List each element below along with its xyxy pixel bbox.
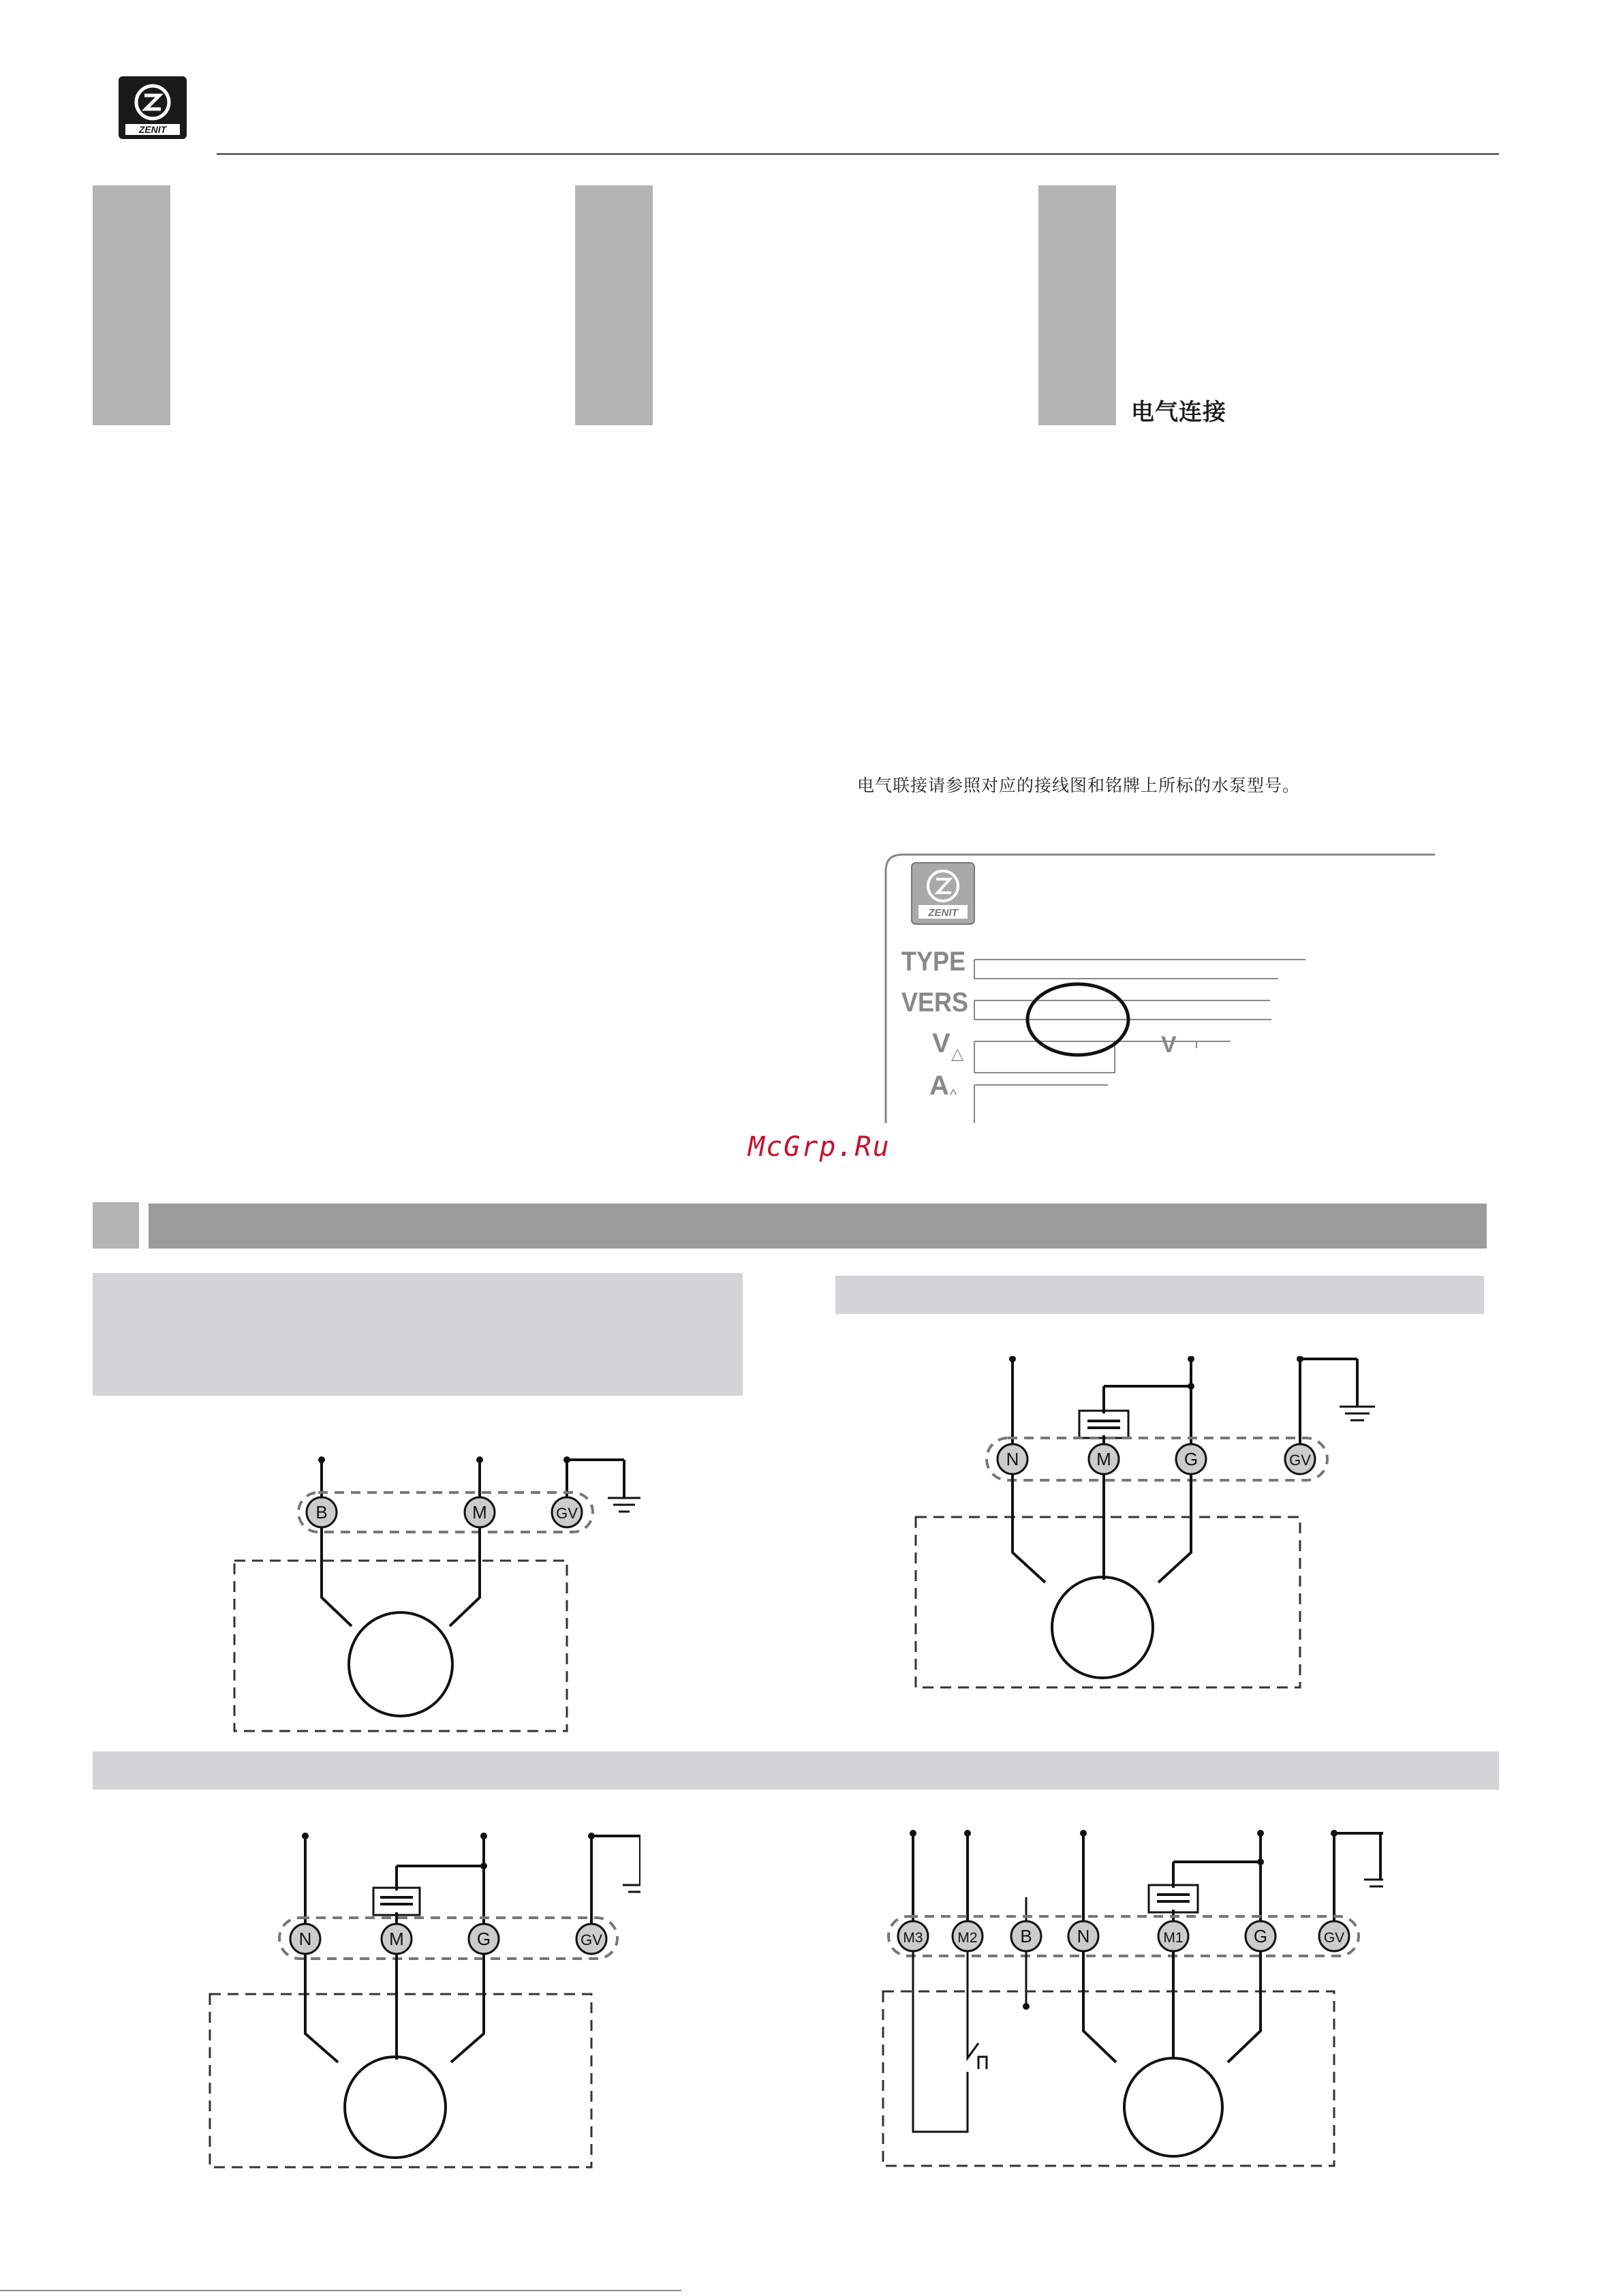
header-rule xyxy=(217,153,1499,155)
type-label: TYPE xyxy=(901,947,966,977)
instruction-text: 电气联接请参照对应的接线图和铭牌上所标的水泵型号。 xyxy=(857,776,1301,795)
terminal-n: N xyxy=(298,1929,312,1949)
terminal-g: G xyxy=(1184,1449,1199,1469)
terminal-m: M xyxy=(472,1502,487,1522)
section-title: 电气连接 xyxy=(1131,399,1226,426)
zenit-logo xyxy=(117,75,188,140)
wiring-diagram-capacitor-three-terminal xyxy=(204,1826,640,2181)
terminal-gv: GV xyxy=(556,1505,578,1522)
watermark: McGrp.Ru xyxy=(748,1131,891,1163)
wiring-diagram-capacitor-single-phase xyxy=(899,1356,1390,1711)
wiring-diagram-float-switch-capacitor xyxy=(879,1826,1383,2181)
a-triangle: ^ xyxy=(950,1086,957,1103)
column-marker-1 xyxy=(93,185,170,425)
nameplate-logo-text: ZENIT xyxy=(928,907,958,919)
diagram-caption-band-3 xyxy=(93,1751,1499,1790)
terminal-gv: GV xyxy=(581,1931,602,1948)
diagram-caption-band-2 xyxy=(835,1276,1484,1314)
logo-text: ZENIT xyxy=(138,124,167,135)
a-label: A xyxy=(929,1071,949,1101)
terminal-n: N xyxy=(1077,1926,1090,1946)
section-number-block xyxy=(93,1202,139,1249)
page-bottom-rule xyxy=(0,2290,681,2291)
wiring-diagram-float-single-phase xyxy=(225,1452,675,1738)
column-marker-3 xyxy=(1038,185,1116,425)
v2-label: V xyxy=(1161,1032,1177,1058)
terminal-gv: GV xyxy=(1323,1930,1345,1946)
column-marker-2 xyxy=(575,185,653,425)
terminal-gv: GV xyxy=(1289,1452,1311,1469)
terminal-g: G xyxy=(1253,1926,1268,1946)
v-triangle: △ xyxy=(951,1045,964,1063)
terminal-n: N xyxy=(1006,1449,1019,1469)
vers-label: VERS xyxy=(901,988,969,1018)
section-header-bar xyxy=(149,1204,1487,1249)
terminal-m: M xyxy=(389,1929,404,1949)
terminal-m2: M2 xyxy=(957,1930,978,1946)
v-label: V xyxy=(932,1028,950,1058)
terminal-m: M xyxy=(1096,1449,1111,1469)
diagram-caption-band-1 xyxy=(93,1273,743,1396)
terminal-m3: M3 xyxy=(903,1930,923,1946)
terminal-m1: M1 xyxy=(1163,1930,1184,1946)
terminal-g: G xyxy=(476,1929,491,1949)
terminal-b: B xyxy=(1020,1926,1032,1946)
terminal-b: B xyxy=(315,1502,328,1522)
nameplate-illustration xyxy=(883,851,1435,1123)
